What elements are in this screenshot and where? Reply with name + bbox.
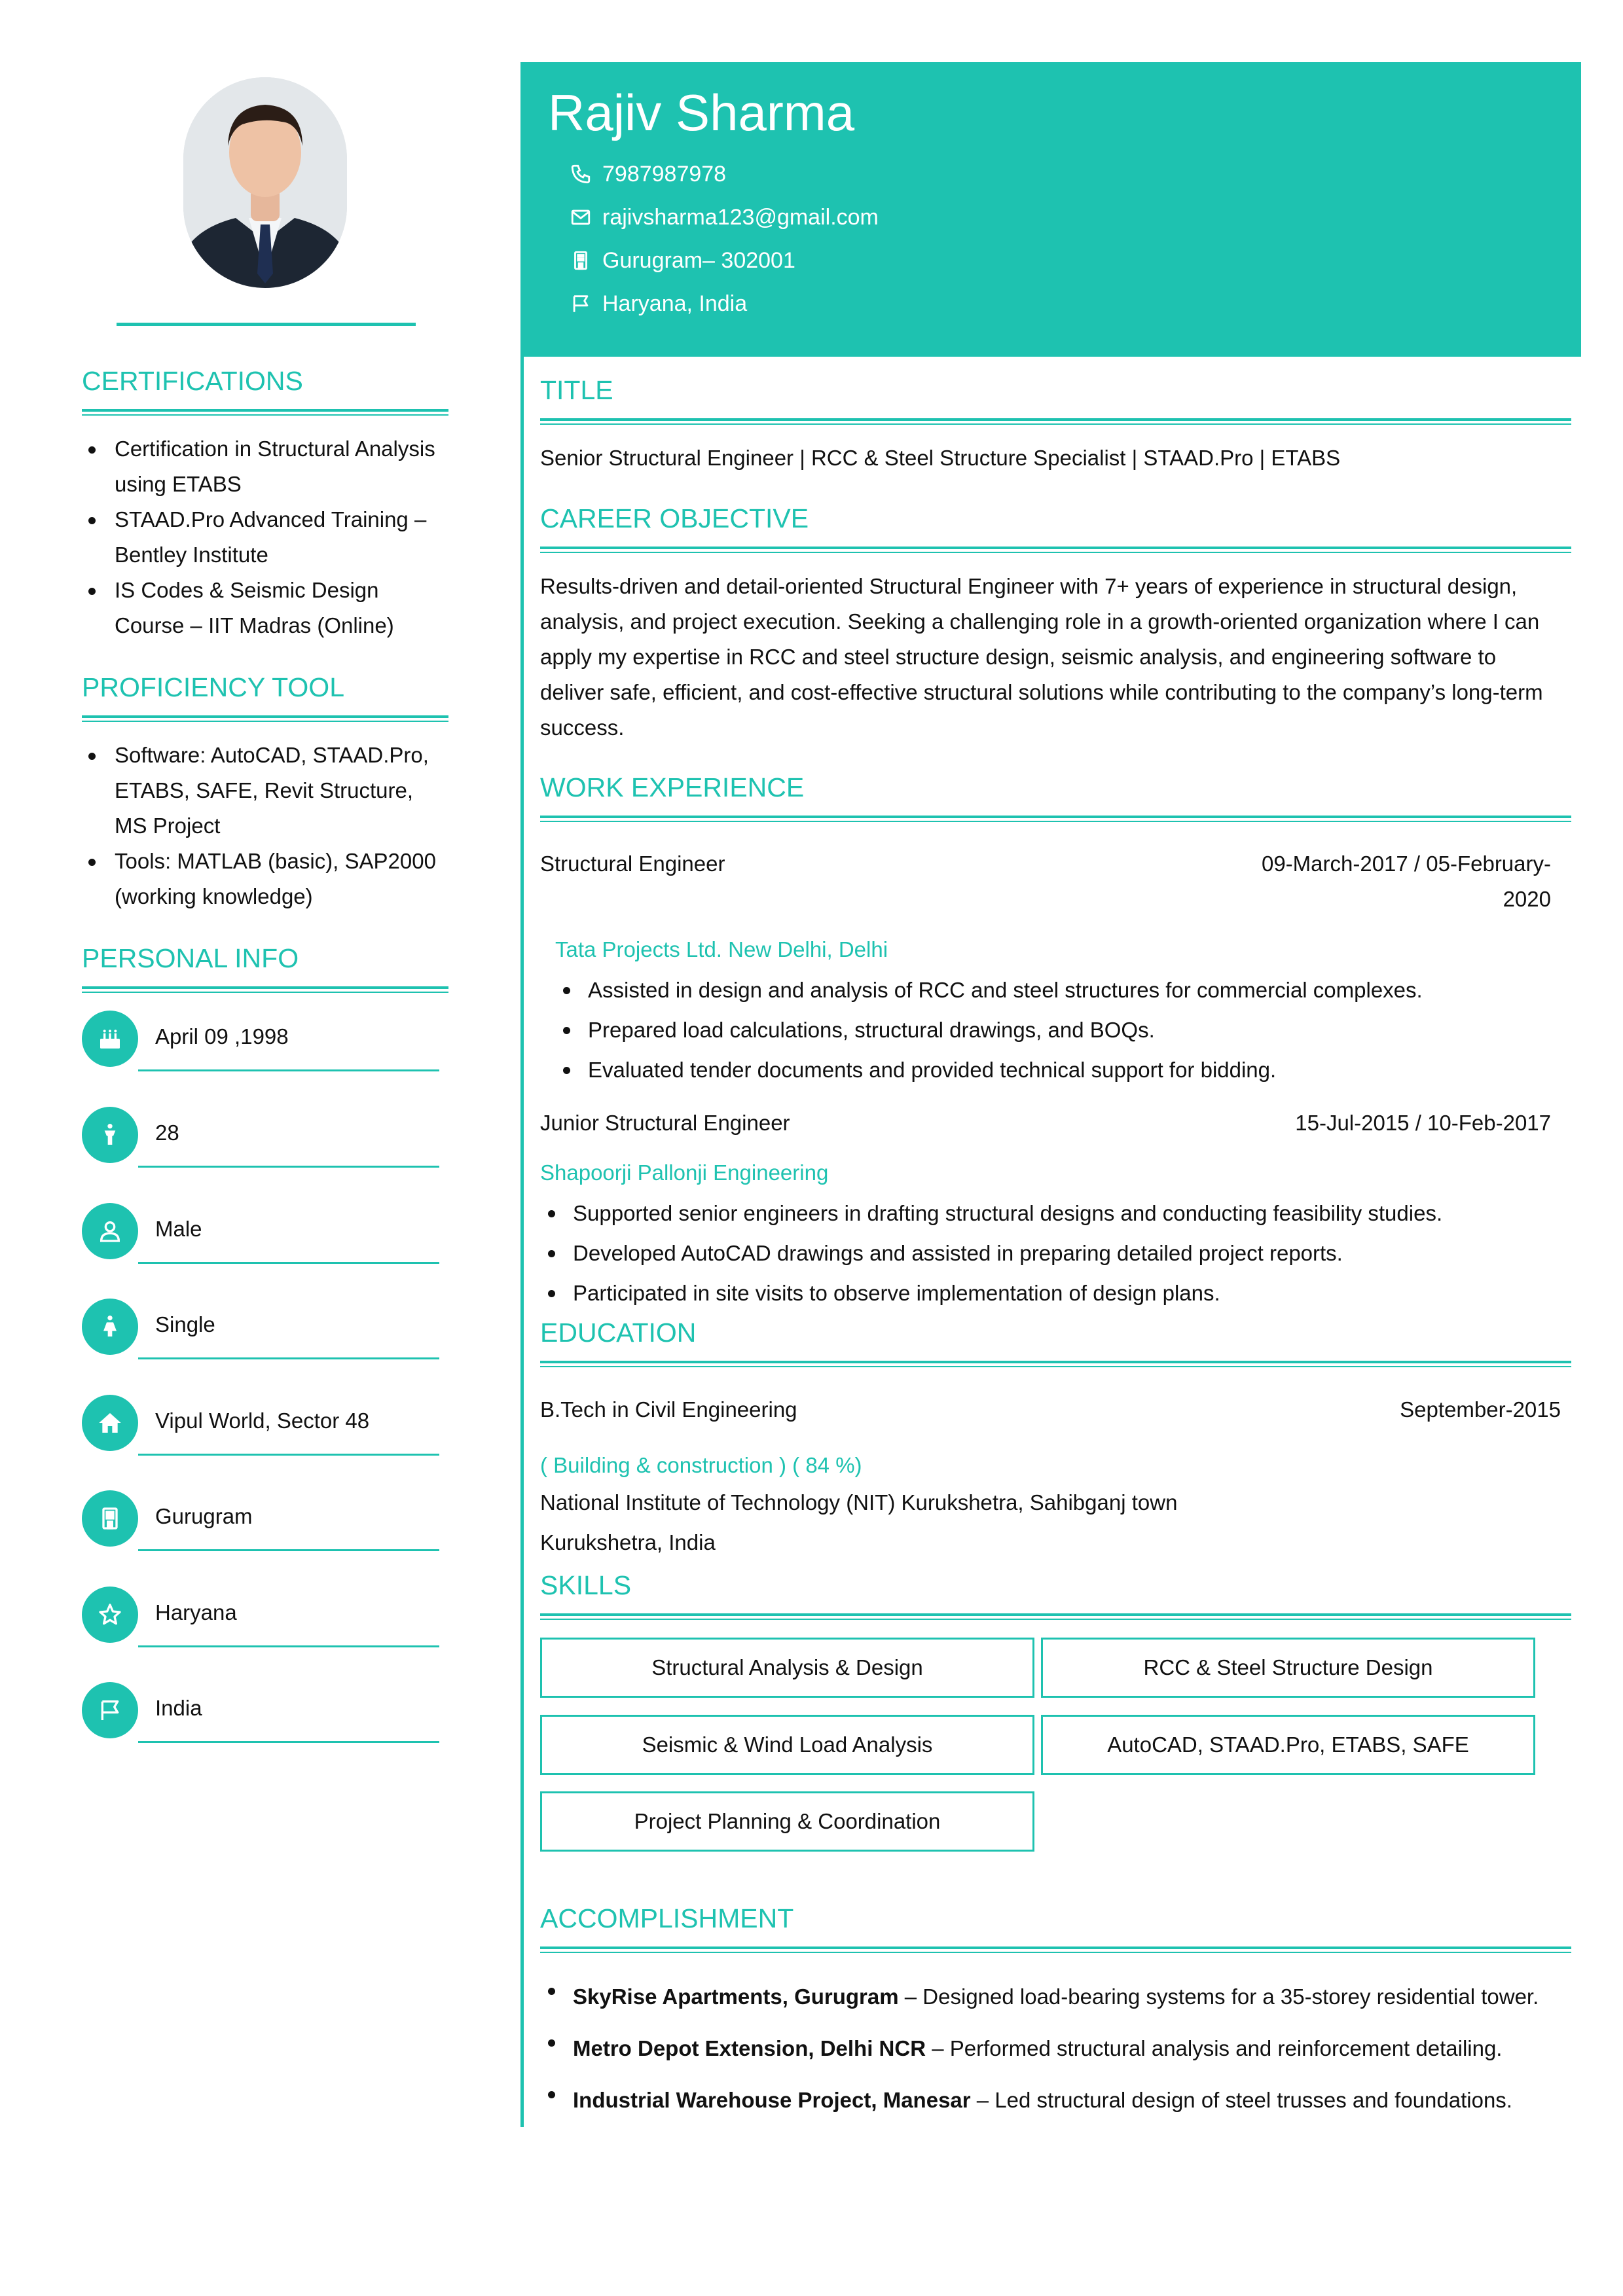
project-desc: – Designed load-bearing systems for a 35-storey residential tower. (898, 1984, 1539, 2009)
address: Vipul World, Sector 48 (155, 1408, 370, 1433)
project-title: SkyRise Apartments, Gurugram (573, 1984, 899, 2009)
row-underline (138, 1069, 439, 1071)
degree: B.Tech in Civil Engineering (540, 1397, 797, 1422)
certifications-heading: CERTIFICATIONS (82, 366, 303, 396)
city-text: Gurugram– 302001 (602, 248, 795, 273)
accomplishment-section (540, 1905, 1571, 1953)
list-item: Developed AutoCAD drawings and assisted in preparing detailed project reports. (540, 1233, 1442, 1273)
row-underline (138, 1741, 439, 1743)
proficiency-section (82, 674, 448, 914)
accomplishment-heading: ACCOMPLISHMENT (540, 1903, 794, 1933)
person-standing-icon (82, 1107, 138, 1163)
job-dates (1158, 1105, 1551, 1141)
personal-info-row (82, 1293, 448, 1359)
project-title: Industrial Warehouse Project, Manesar (573, 2088, 971, 2112)
project-desc: – Led structural design of steel trusses and foundations. (970, 2088, 1512, 2112)
skills-section (540, 1572, 1571, 1620)
list-item: Prepared load calculations, structural drawings, and BOQs. (555, 1010, 1423, 1050)
section-divider (82, 715, 448, 722)
company-name: Shapoorji Pallonji Engineering (540, 1160, 829, 1185)
job-bullets (555, 970, 1423, 1090)
personal-info-row (82, 1677, 448, 1742)
email-text: rajivsharma123@gmail.com (602, 205, 879, 230)
personal-info-row (82, 1005, 448, 1071)
section-divider (540, 418, 1571, 425)
list-item: STAAD.Pro Advanced Training – Bentley Institute (82, 502, 448, 573)
profile-photo-illustration (183, 77, 347, 288)
photo-divider (117, 323, 416, 326)
job-dates-line: 15-Jul-2015 / 10-Feb-2017 (1295, 1111, 1551, 1135)
section-divider (540, 547, 1571, 553)
building-icon (570, 249, 592, 272)
profile-photo (183, 77, 347, 288)
skill-chip: Structural Analysis & Design (540, 1638, 1034, 1698)
single-person-icon (82, 1299, 138, 1355)
objective-heading: CAREER OBJECTIVE (540, 503, 809, 533)
row-underline (138, 1357, 439, 1359)
objective-section (540, 505, 1571, 745)
list-item: Software: AutoCAD, STAAD.Pro, ETABS, SAFE, Revit Structure, MS Project (82, 738, 448, 844)
personal-info-row (82, 1390, 448, 1455)
list-item: Supported senior engineers in drafting structural designs and conducting feasibility studies. (540, 1193, 1442, 1233)
section-divider (540, 1613, 1571, 1620)
building-icon (82, 1490, 138, 1547)
title-heading: TITLE (540, 375, 613, 405)
row-underline (138, 1166, 439, 1168)
education-section (540, 1319, 1571, 1367)
job-role: Structural Engineer (540, 852, 725, 876)
section-divider (82, 986, 448, 993)
personal-info-heading: PERSONAL INFO (82, 943, 299, 973)
column-divider (520, 62, 524, 2127)
proficiency-list (82, 738, 448, 914)
flag-icon (570, 293, 592, 315)
gender: Male (155, 1217, 202, 1241)
institute: National Institute of Technology (NIT) Kurukshetra, Sahibganj town (540, 1490, 1178, 1515)
job-bullets (540, 1193, 1442, 1313)
project-title: Metro Depot Extension, Delhi NCR (573, 2036, 926, 2060)
objective-text: Results-driven and detail-oriented Structural Engineer with 7+ years of experience in structural design, analysis, and project execution. Seeking a challenging role in a growth-oriented organization where I can apply my expertise in RCC and steel structure design, seismic analysis, and engineering software to deliver safe, efficient, and cost-effective structural solutions while contributing to the company’s long-term success. (540, 574, 1543, 740)
envelope-icon (570, 206, 592, 228)
personal-info-section (82, 945, 448, 993)
personal-info-row (82, 1198, 448, 1263)
skill-chip: AutoCAD, STAAD.Pro, ETABS, SAFE (1041, 1715, 1535, 1775)
section-divider (540, 816, 1571, 822)
education-heading: EDUCATION (540, 1318, 697, 1348)
section-divider (540, 1361, 1571, 1367)
title-text: Senior Structural Engineer | RCC & Steel Structure Specialist | STAAD.Pro | ETABS (540, 446, 1341, 470)
row-underline (138, 1454, 439, 1456)
list-item: IS Codes & Seismic Design Course – IIT Madras (Online) (82, 573, 448, 643)
certifications-list (82, 431, 448, 643)
header-banner (520, 62, 1581, 357)
proficiency-heading: PROFICIENCY TOOL (82, 672, 344, 702)
state: Haryana (155, 1600, 237, 1624)
job-role: Junior Structural Engineer (540, 1111, 790, 1135)
title-section (540, 377, 1571, 476)
home-icon (82, 1395, 138, 1451)
city: Gurugram (155, 1504, 253, 1528)
company-name: Tata Projects Ltd. New Delhi, Delhi (555, 937, 888, 961)
personal-info-row (82, 1581, 448, 1647)
skill-chip: Seismic & Wind Load Analysis (540, 1715, 1034, 1775)
personal-info-row (82, 1102, 448, 1167)
user-icon (82, 1203, 138, 1259)
flag-icon (82, 1682, 138, 1738)
skill-chip: Project Planning & Coordination (540, 1791, 1034, 1852)
star-icon (82, 1587, 138, 1643)
cake-icon (82, 1011, 138, 1067)
row-underline (138, 1645, 439, 1647)
region-text: Haryana, India (602, 291, 748, 316)
experience-heading: WORK EXPERIENCE (540, 772, 805, 802)
list-item (540, 2074, 1539, 2126)
list-item: Participated in site visits to observe implementation of design plans. (540, 1273, 1442, 1313)
section-divider (82, 409, 448, 416)
skill-chip: RCC & Steel Structure Design (1041, 1638, 1535, 1698)
job-dates-line: 2020 (1503, 887, 1551, 911)
phone-text: 7987987978 (602, 162, 727, 187)
section-divider (540, 1946, 1571, 1953)
graduation-date: September-2015 (1400, 1397, 1561, 1422)
list-item: Evaluated tender documents and provided technical support for bidding. (555, 1050, 1423, 1090)
list-item: Certification in Structural Analysis using ETABS (82, 431, 448, 502)
list-item (540, 2022, 1539, 2074)
experience-section (540, 774, 1571, 822)
project-desc: – Performed structural analysis and reinforcement detailing. (926, 2036, 1503, 2060)
candidate-name: Rajiv Sharma (548, 84, 855, 141)
phone-icon (570, 163, 592, 185)
job-dates (1158, 846, 1551, 917)
birth-date: April 09 ,1998 (155, 1024, 289, 1049)
skills-heading: SKILLS (540, 1570, 632, 1600)
certifications-section (82, 368, 448, 643)
job-dates-line: 09-March-2017 / 05-February- (1261, 852, 1551, 876)
accomplishment-list (540, 1971, 1539, 2126)
marital-status: Single (155, 1312, 215, 1336)
age: 28 (155, 1121, 179, 1145)
country: India (155, 1696, 202, 1720)
specialization: ( Building & construction ) ( 84 %) (540, 1453, 862, 1477)
row-underline (138, 1549, 439, 1551)
row-underline (138, 1262, 439, 1264)
personal-info-row (82, 1485, 448, 1551)
institute-location: Kurukshetra, India (540, 1530, 716, 1554)
list-item: Tools: MATLAB (basic), SAP2000 (working knowledge) (82, 844, 448, 914)
list-item (540, 1971, 1539, 2022)
list-item: Assisted in design and analysis of RCC and steel structures for commercial complexes. (555, 970, 1423, 1010)
